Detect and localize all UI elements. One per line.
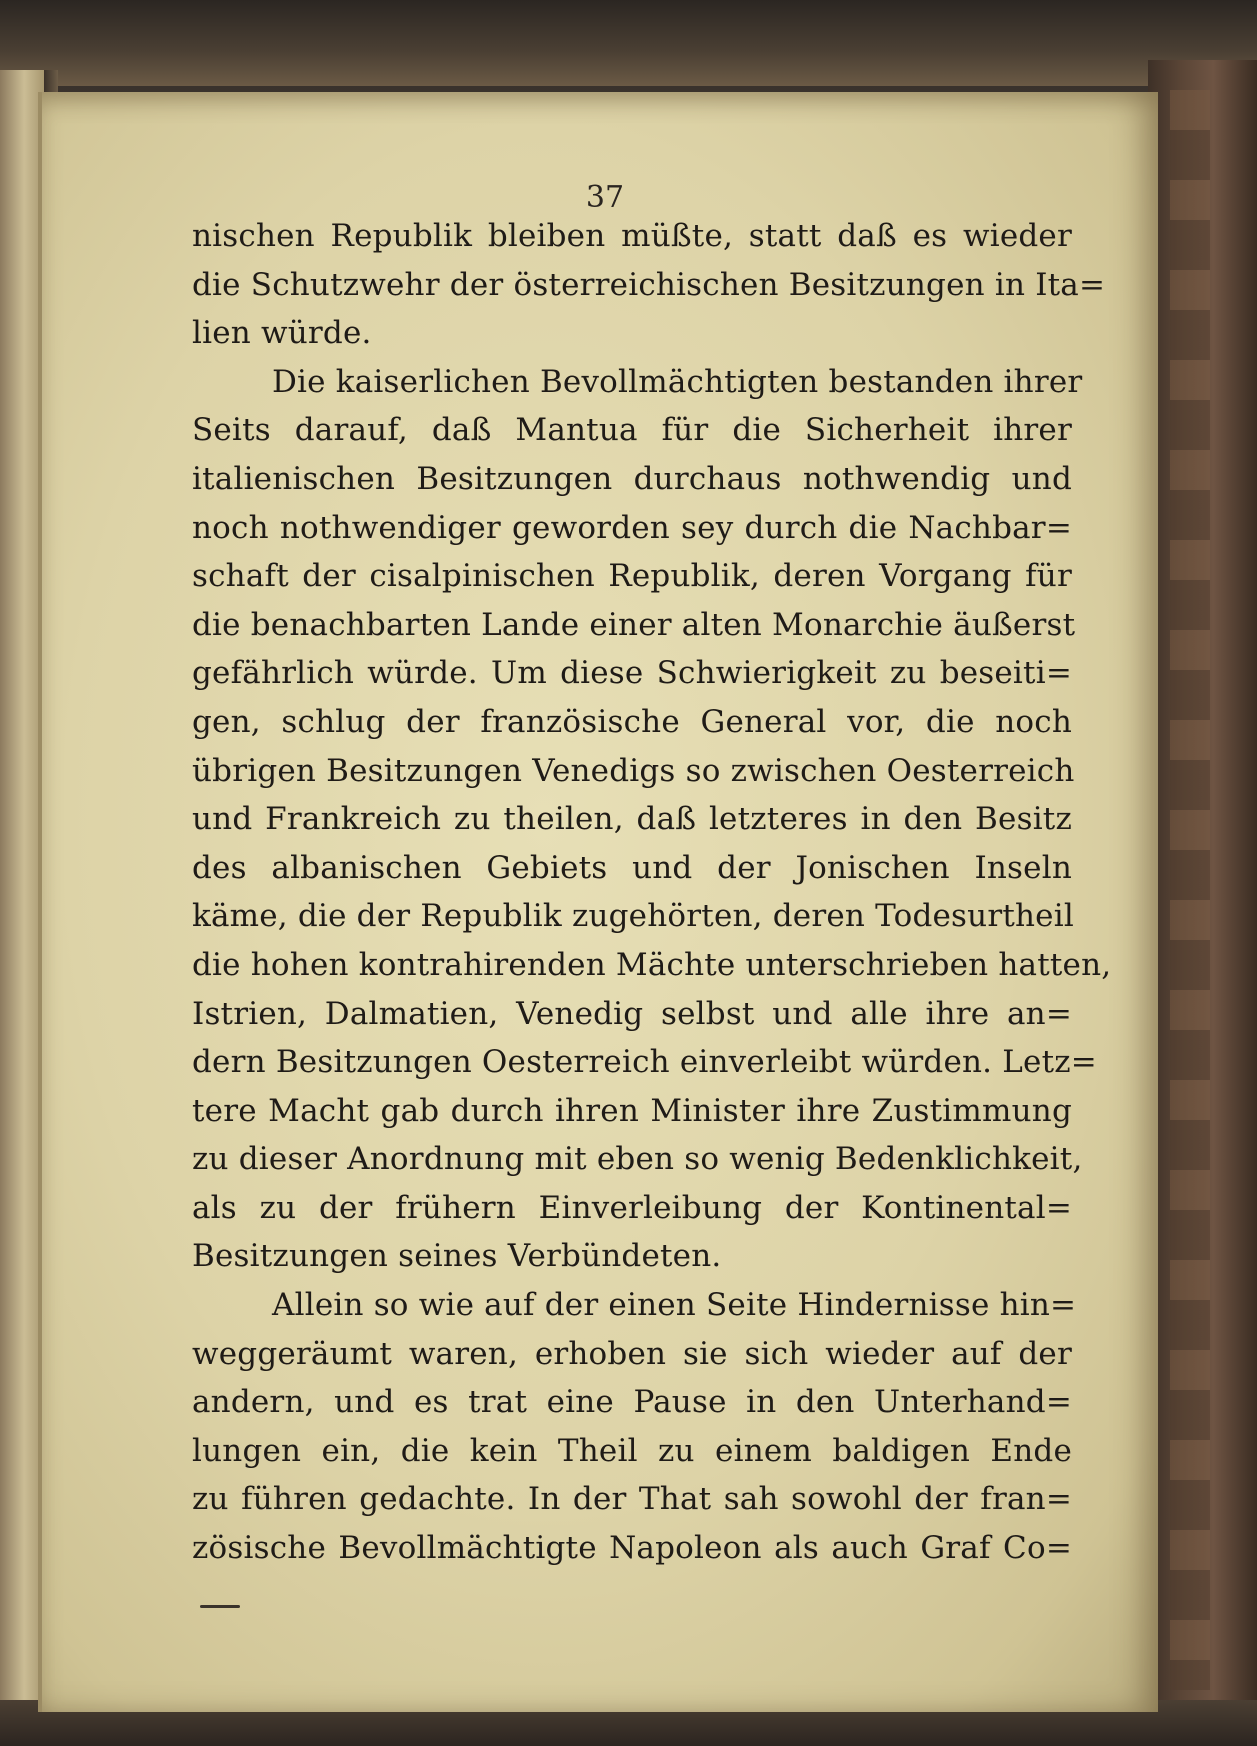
book-top-edge <box>0 0 1257 86</box>
text-line: die benachbarten Lande einer alten Monarchie äußerst <box>192 606 1076 643</box>
text-line: Die kaiserlichen Bevollmächtigten bestanden ihrer <box>272 363 1083 400</box>
page-text <box>192 212 1112 1573</box>
text-line: italienischen Besitzungen durchaus nothwendig und <box>192 460 1072 497</box>
text-line: gefährlich würde. Um diese Schwierigkeit zu beseiti= <box>192 655 1072 692</box>
text-line: weggeräumt waren, erhoben sie sich wieder auf der <box>192 1335 1072 1372</box>
text-line: und Frankreich zu theilen, daß letzteres in den Besitz <box>192 801 1072 838</box>
text-line: die Schutzwehr der österreichischen Besitzungen in Ita= <box>192 266 1106 303</box>
text-line: gen, schlug der französische General vor, die noch <box>192 703 1072 740</box>
text-line: Istrien, Dalmatien, Venedig selbst und alle ihre an= <box>192 995 1072 1032</box>
text-line: zu führen gedachte. In der That sah sowohl der fran= <box>192 1481 1072 1518</box>
text-line: schaft der cisalpinischen Republik, deren Vorgang für <box>192 558 1072 595</box>
text-line: lien würde. <box>192 315 372 352</box>
text-line: des albanischen Gebiets und der Jonischen Inseln <box>192 849 1072 886</box>
text-line: käme, die der Republik zugehörten, deren Todesurtheil <box>192 898 1074 935</box>
text-line: Besitzungen seines Verbündeten. <box>192 1238 722 1275</box>
text-line: zösische Bevollmächtigte Napoleon als auch Graf Co= <box>192 1530 1072 1567</box>
text-line: übrigen Besitzungen Venedigs so zwischen Oesterreich <box>192 752 1075 789</box>
page-number: 37 <box>585 180 625 215</box>
text-line: Seits darauf, daß Mantua für die Sicherheit ihrer <box>192 412 1072 449</box>
text-line: dern Besitzungen Oesterreich einverleibt würden. Letz= <box>192 1044 1097 1081</box>
text-line: andern, und es trat eine Pause in den Unterhand= <box>192 1384 1072 1421</box>
text-line: tere Macht gab durch ihren Minister ihre Zustimmung <box>192 1092 1072 1129</box>
page-sheet <box>38 92 1158 1712</box>
text-line: zu dieser Anordnung mit eben so wenig Bedenklichkeit, <box>192 1141 1083 1178</box>
text-line: als zu der frühern Einverleibung der Kontinental= <box>192 1189 1072 1226</box>
text-line: lungen ein, die kein Theil zu einem baldigen Ende <box>192 1432 1072 1469</box>
text-line: die hohen kontrahirenden Mächte unterschrieben hatten, <box>192 946 1112 983</box>
text-line: noch nothwendiger geworden sey durch die Nachbar= <box>192 509 1072 546</box>
cover-texture <box>1170 90 1210 1690</box>
text-line: nischen Republik bleiben müßte, statt daß es wieder <box>192 218 1072 254</box>
text-line: Allein so wie auf der einen Seite Hindernisse hin= <box>272 1287 1077 1324</box>
catch-mark <box>200 1605 240 1608</box>
